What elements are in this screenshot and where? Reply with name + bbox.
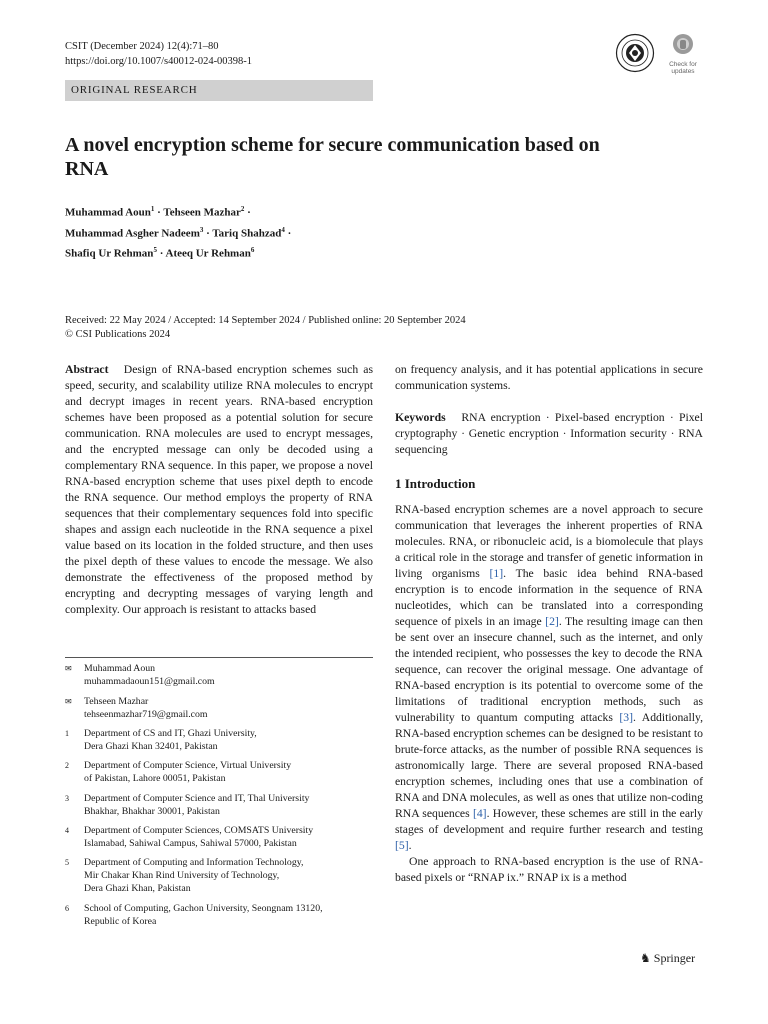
affiliation-marker: 6 [250, 246, 255, 255]
paragraph-text: . The basic idea behind RNA-based encryption is to encode information in the sequence of RNA nucleotides, which can be translated into a corresponding sequence of pixels in an image [395, 567, 703, 628]
affiliation-marker: 1 [150, 205, 155, 213]
affiliation-item [65, 759, 373, 785]
author-name: Ateeq Ur Rehman [165, 247, 251, 260]
publisher-logo [640, 951, 695, 966]
envelope-icon: ✉ [65, 697, 72, 706]
affiliation-item [65, 856, 373, 895]
footnote-divider [65, 657, 373, 658]
affiliation-line: Republic of Korea [84, 916, 157, 927]
intro-paragraph-2: One approach to RNA-based encryption is the use of RNA-based pixels or “RNAP ix.” RNAP ix is a method [395, 855, 703, 884]
citation-link[interactable]: [2] [545, 615, 559, 628]
affiliation-number: 6 [65, 904, 69, 913]
correspondent-name: Muhammad Aoun [84, 663, 156, 674]
correspondent-email[interactable]: muhammadaoun151@gmail.com [84, 676, 215, 687]
corresponding-author-1 [65, 662, 373, 688]
doi-link[interactable]: https://doi.org/10.1007/s40012-024-00398-1 [65, 56, 253, 67]
abstract-text: Design of RNA-based encryption schemes such as speed, security, and scalability utilize RNA molecules to encrypt and decrypt images in recent years. RNA-based encryption schemes have been proposed as a potential solution for secure communication. RNA molecules are used to encrypt messages, and the encrypted message can only be decoded using a complementary RNA sequence. In this paper, we propose a novel RNA-based encryption scheme that uses pixel depth to encode the RNA sequence. Our method employs the property of RNA sequences that their complementary sequences fold into specific shapes and assign each nucleotide in the RNA sequence a pixel value based on its location in the folded structure, and then uses the pixel depth of these values to encode the message. We also demonstrate the effectiveness of the proposed method by encrypting and decrypting messages of varying length and complexity. Our approach is resistant to attacks based [65, 363, 373, 616]
paragraph-text: . [408, 839, 412, 852]
author-name: Muhammad Asgher Nadeem [65, 227, 200, 240]
affiliation-line: Department of Computer Science, Virtual University [84, 760, 292, 771]
abstract-continued: on frequency analysis, and it has potential applications in secure communication systems. [395, 363, 703, 392]
abstract [65, 362, 373, 618]
affiliation-number: 2 [65, 761, 69, 770]
copyright-line: © CSI Publications 2024 [65, 328, 171, 340]
affiliation-item [65, 824, 373, 850]
author-name: Tehseen Mazhar [163, 206, 241, 219]
citation-link[interactable]: [3] [619, 711, 634, 724]
right-column [395, 362, 703, 886]
affiliation-line: Department of Computer Science and IT, Thal University [84, 793, 310, 804]
affiliation-line: Dera Ghazi Khan 32401, Pakistan [84, 741, 218, 752]
affiliation-line: Islamabad, Sahiwal Campus, Sahiwal 57000, Pakistan [84, 838, 297, 849]
abstract-label: Abstract [65, 363, 109, 376]
dates-line: Received: 22 May 2024 / Accepted: 14 September 2024 / Published online: 20 September 2024 [65, 315, 466, 326]
correspondent-name: Tehseen Mazhar [84, 696, 149, 707]
badge-label: Check for updates [669, 61, 697, 75]
affiliation-item [65, 902, 373, 928]
affiliation-marker: 2 [240, 205, 245, 213]
society-seal-logo [615, 33, 655, 73]
author-name: Muhammad Aoun [65, 206, 151, 219]
paragraph-text: . Additionally, RNA-based encryption schemes can be designed to be resistant to brute-force attacks, as the number of possible RNA sequences is astronomically large. There are several proposed RNA-based encryption schemes, including ones that use a combination of RNA and DNA molecules, as well as ones that utilize non-coding RNA sequences [395, 711, 704, 820]
paragraph-text: RNA-based encryption schemes are a novel approach to secure communication that leverages the inherent properties of RNA molecules. RNA, or ribonucleic acid, is a biomolecule that plays a critical role in the storage and transfer of genetic information in living organisms [395, 503, 703, 580]
corresponding-author-2 [65, 695, 373, 721]
publisher-name: Springer [653, 951, 696, 965]
affiliation-line: Dera Ghazi Khan, Pakistan [84, 883, 191, 894]
keywords-label: Keywords [395, 411, 446, 424]
affiliation-number: 5 [65, 858, 69, 867]
affiliation-number: 3 [65, 794, 69, 803]
update-icon [664, 32, 702, 56]
citation-link[interactable]: [1] [489, 567, 504, 580]
citation-link[interactable]: [5] [395, 839, 409, 852]
springer-horse-icon: ♞ [640, 951, 651, 965]
affiliation-number: 1 [65, 729, 69, 738]
paragraph-text: . However, these schemes are still in the early stages of development and require further research and testing [395, 807, 703, 836]
paragraph-text: . The resulting image can then be sent over an insecure channel, such as the internet, and only the intended recipient, who possesses the key to decode the RNA sequence, can recover the original message. One advantage of RNA-based encryption is its potential to overcome some of the limitations of traditional encryption methods, such as vulnerability to quantum computing attacks [395, 615, 703, 724]
affiliation-item [65, 792, 373, 818]
affiliation-line: Mir Chakar Khan Rind University of Technology, [84, 870, 280, 881]
article-type-band: ORIGINAL RESEARCH [65, 80, 373, 101]
affiliation-marker: 4 [281, 225, 285, 234]
affiliation-marker: 3 [199, 225, 204, 234]
envelope-icon: ✉ [65, 664, 72, 673]
intro-paragraph-1 [395, 502, 703, 854]
affiliation-number: 4 [65, 826, 69, 835]
affiliation-line: Department of Computer Sciences, COMSATS University [84, 825, 314, 836]
affiliation-marker: 5 [153, 246, 157, 255]
publication-history [65, 314, 466, 341]
affiliation-line: School of Computing, Gachon University, Seongnam 13120, [84, 903, 323, 914]
journal-citation: CSIT (December 2024) 12(4):71–80 [65, 41, 219, 52]
check-for-updates-badge[interactable] [664, 32, 702, 75]
keywords-text: RNA encryption · Pixel-based encryption · Pixel cryptography · Genetic encryption · Information security · RNA sequencing [395, 411, 703, 456]
affiliation-item [65, 727, 373, 753]
affiliation-line: Department of Computing and Information Technology, [84, 857, 304, 868]
article-title: A novel encryption scheme for secure communication based on RNA [65, 134, 600, 180]
journal-header [65, 39, 252, 69]
keywords [395, 410, 703, 458]
citation-link[interactable]: [4] [472, 807, 487, 820]
affiliation-line: of Pakistan, Lahore 00051, Pakistan [84, 773, 226, 784]
section-heading-introduction: 1 Introduction [395, 476, 476, 491]
correspondent-email[interactable]: tehseenmazhar719@gmail.com [84, 709, 208, 720]
affiliation-line: Department of CS and IT, Ghazi University, [84, 728, 257, 739]
author-list: Muhammad Aoun$^1$ · Tehseen Mazhar$^2$ · Muhammad Asgher Nadeem$^3$ · Tariq Shahzad$^4$ · Shafiq Ur Rehman$^5$ · Ateeq Ur Rehman$^6$ [65, 205, 292, 260]
author-name: Tariq Shahzad [212, 227, 282, 240]
affiliation-line: Bhakhar, Bhakhar 30001, Pakistan [84, 806, 220, 817]
author-name: Shafiq Ur Rehman [65, 247, 154, 260]
